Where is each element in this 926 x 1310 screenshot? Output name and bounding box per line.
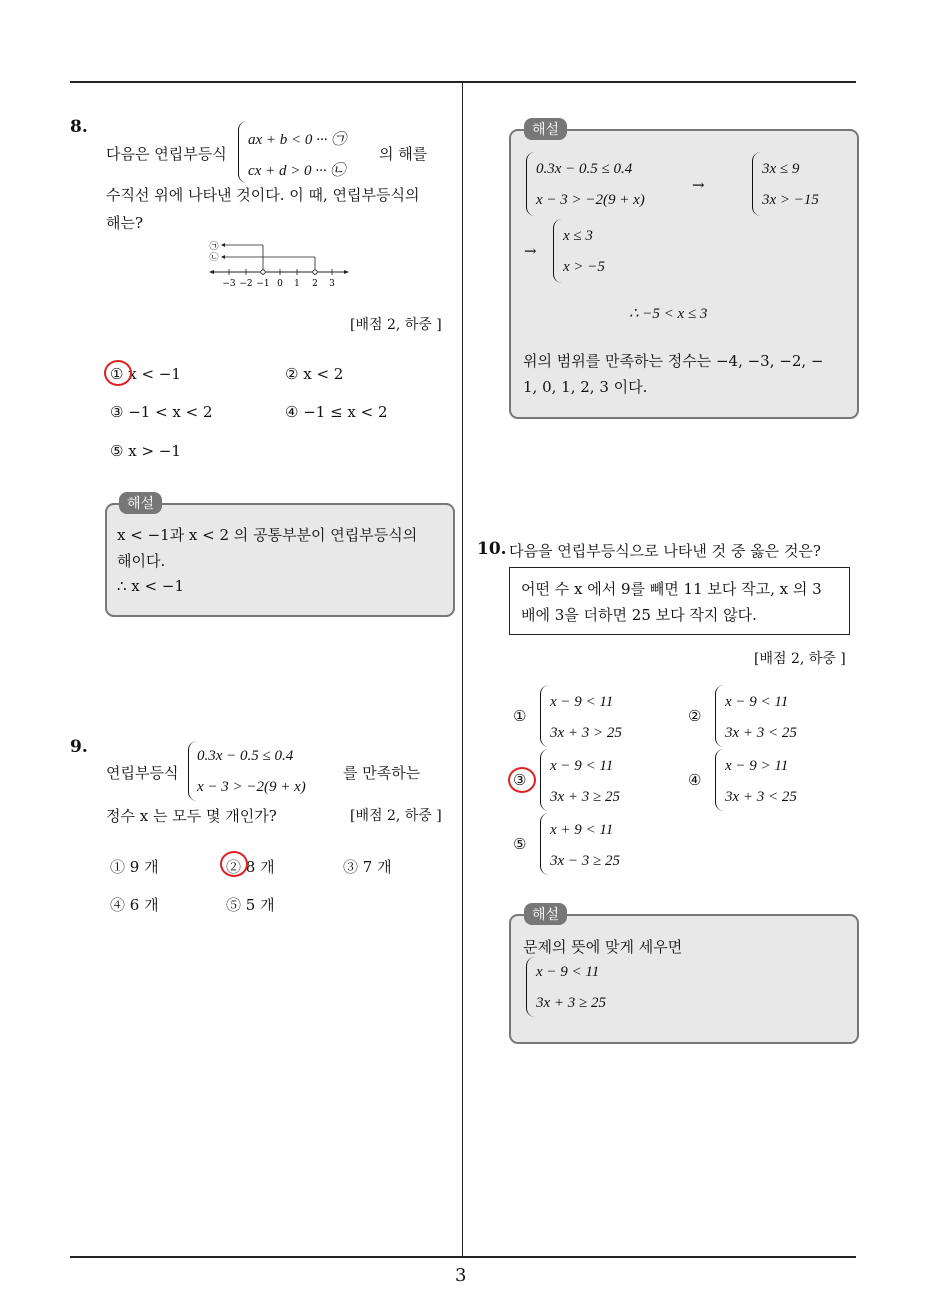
q8-number-line bbox=[205, 236, 355, 292]
numberline-label-a: ㉠ bbox=[209, 242, 219, 252]
q10-solution-row2: 3x + 3 ≥ 25 bbox=[536, 995, 607, 1011]
q8-choice-4[interactable]: ④ −1 ≤ x < 2 bbox=[285, 403, 388, 421]
q9-sol-brace-c bbox=[553, 219, 562, 283]
q9-line2: 정수 x 는 모두 몇 개인가? bbox=[106, 807, 277, 825]
q9-choice-1[interactable]: ① 9 개 bbox=[110, 858, 159, 876]
q10-box-line1: 어떤 수 x 에서 9를 빼면 11 보다 작고, x 의 3 bbox=[521, 580, 822, 598]
column-divider bbox=[462, 82, 463, 1257]
numberline-tick-label: 3 bbox=[329, 279, 335, 289]
q10-choice-2-row2: 3x + 3 < 25 bbox=[725, 725, 797, 741]
q10-choice-4-label[interactable]: ④ bbox=[688, 771, 702, 789]
q10-number: 10. bbox=[477, 539, 507, 559]
q8-answer-mark bbox=[104, 360, 132, 386]
q10-question: 다음을 연립부등식으로 나타낸 것 중 옳은 것은? bbox=[509, 542, 821, 560]
q9-sol-arrow1: → bbox=[692, 176, 705, 194]
q10-choice-3-row1: x − 9 < 11 bbox=[550, 758, 614, 774]
q9-sol-brace-a bbox=[526, 152, 535, 216]
q10-choice-1-row1: x − 9 < 11 bbox=[550, 694, 614, 710]
q9-system-row2: x − 3 > −2(9 + x) bbox=[197, 779, 306, 795]
q8-system-brace bbox=[238, 121, 247, 183]
q8-solution-line1: x < −1과 x < 2 의 공통부분이 연립부등식의 bbox=[117, 526, 418, 544]
q8-system-row1: ax + b < 0 ··· ㉠ bbox=[248, 132, 347, 148]
q10-choice-2-label[interactable]: ② bbox=[688, 707, 702, 725]
page-number: 3 bbox=[455, 1265, 467, 1286]
numberline-tick-label: 2 bbox=[312, 279, 318, 289]
q8-line3: 해는? bbox=[106, 214, 144, 232]
q9-solution-line1: 위의 범위를 만족하는 정수는 −4, −3, −2, − bbox=[523, 352, 824, 370]
q9-after: 를 만족하는 bbox=[343, 764, 421, 782]
q9-answer-mark bbox=[220, 851, 248, 877]
q8-choice-5[interactable]: ⑤ x > −1 bbox=[110, 442, 181, 460]
q10-score: [배점 2, 하중 ] bbox=[754, 651, 846, 667]
numberline-tick-label: −3 bbox=[222, 279, 236, 289]
bottom-rule bbox=[70, 1256, 856, 1258]
q9-number: 9. bbox=[70, 737, 88, 757]
q10-choice-4-row2: 3x + 3 < 25 bbox=[725, 789, 797, 805]
q8-line2: 수직선 위에 나타낸 것이다. 이 때, 연립부등식의 bbox=[106, 186, 420, 204]
numberline-tick-label: −1 bbox=[256, 279, 270, 289]
q9-choice-5[interactable]: ⑤ 5 개 bbox=[226, 896, 275, 914]
numberline-tick-label: 0 bbox=[277, 279, 283, 289]
q10-choice-2-brace bbox=[715, 685, 724, 747]
q10-choice-5-row2: 3x − 3 ≥ 25 bbox=[550, 853, 621, 869]
q9-sol-b2: 3x > −15 bbox=[762, 192, 819, 208]
q10-box-line2: 배에 3을 더하면 25 보다 작지 않다. bbox=[521, 606, 757, 624]
q10-choice-5-label[interactable]: ⑤ bbox=[513, 835, 527, 853]
q10-choice-5-brace bbox=[540, 813, 549, 875]
q9-sol-a2: x − 3 > −2(9 + x) bbox=[536, 192, 645, 208]
q9-sol-a1: 0.3x − 0.5 ≤ 0.4 bbox=[536, 161, 633, 177]
q9-sol-c2: x > −5 bbox=[563, 259, 605, 275]
numberline-tick-label: 1 bbox=[294, 279, 300, 289]
q10-solution-tag: 해설 bbox=[524, 903, 567, 925]
q10-choice-4-brace bbox=[715, 749, 724, 811]
q10-solution-row1: x − 9 < 11 bbox=[536, 964, 600, 980]
q9-choice-3[interactable]: ③ 7 개 bbox=[343, 858, 392, 876]
q8-solution-line3: ∴ x < −1 bbox=[117, 577, 184, 595]
q10-choice-2-row1: x − 9 < 11 bbox=[725, 694, 789, 710]
q10-choice-3-brace bbox=[540, 749, 549, 811]
q9-sol-c1: x ≤ 3 bbox=[563, 228, 593, 244]
q8-solution-tag: 해설 bbox=[119, 492, 162, 514]
q8-choice-3[interactable]: ③ −1 < x < 2 bbox=[110, 403, 213, 421]
q9-choice-4[interactable]: ④ 6 개 bbox=[110, 896, 159, 914]
q8-score: [배점 2, 하중 ] bbox=[350, 317, 442, 333]
q8-choice-2[interactable]: ② x < 2 bbox=[285, 365, 344, 383]
q9-intro: 연립부등식 bbox=[106, 764, 179, 782]
q10-choice-5-row1: x + 9 < 11 bbox=[550, 822, 614, 838]
q10-choice-1-label[interactable]: ① bbox=[513, 707, 527, 725]
q10-choice-3-row2: 3x + 3 ≥ 25 bbox=[550, 789, 621, 805]
q9-sol-brace-b bbox=[752, 152, 761, 216]
q10-choice-1-brace bbox=[540, 685, 549, 747]
q9-solution-line2: 1, 0, 1, 2, 3 이다. bbox=[523, 378, 648, 396]
q10-choice-3-label[interactable]: ③ bbox=[513, 771, 527, 789]
q8-choice-1[interactable]: ① x < −1 bbox=[110, 365, 181, 383]
q10-choice-1-row2: 3x + 3 > 25 bbox=[550, 725, 622, 741]
q10-answer-mark bbox=[508, 767, 536, 793]
q9-sol-arrow2: → bbox=[524, 242, 537, 260]
numberline-label-b: ㉡ bbox=[209, 253, 219, 263]
q9-score: [배점 2, 하중 ] bbox=[350, 808, 442, 824]
q9-sol-therefore: ∴ −5 < x ≤ 3 bbox=[629, 306, 708, 322]
q8-solution-line2: 해이다. bbox=[117, 552, 166, 570]
q9-solution-tag: 해설 bbox=[524, 118, 567, 140]
q9-choice-2[interactable]: ② 8 개 bbox=[226, 858, 275, 876]
q9-sol-b1: 3x ≤ 9 bbox=[762, 161, 800, 177]
q10-solution-line1: 문제의 뜻에 맞게 세우면 bbox=[523, 938, 683, 956]
q9-system-row1: 0.3x − 0.5 ≤ 0.4 bbox=[197, 748, 294, 764]
q8-number: 8. bbox=[70, 117, 88, 137]
numberline-tick-label: −2 bbox=[239, 279, 253, 289]
q10-choice-4-row1: x − 9 > 11 bbox=[725, 758, 789, 774]
q8-after: 의 해를 bbox=[379, 145, 428, 163]
q9-system-brace bbox=[188, 741, 197, 801]
q10-solution-brace bbox=[526, 957, 535, 1017]
q8-intro: 다음은 연립부등식 bbox=[106, 145, 227, 163]
q8-system-row2: cx + d > 0 ··· ㉡ bbox=[248, 163, 346, 179]
